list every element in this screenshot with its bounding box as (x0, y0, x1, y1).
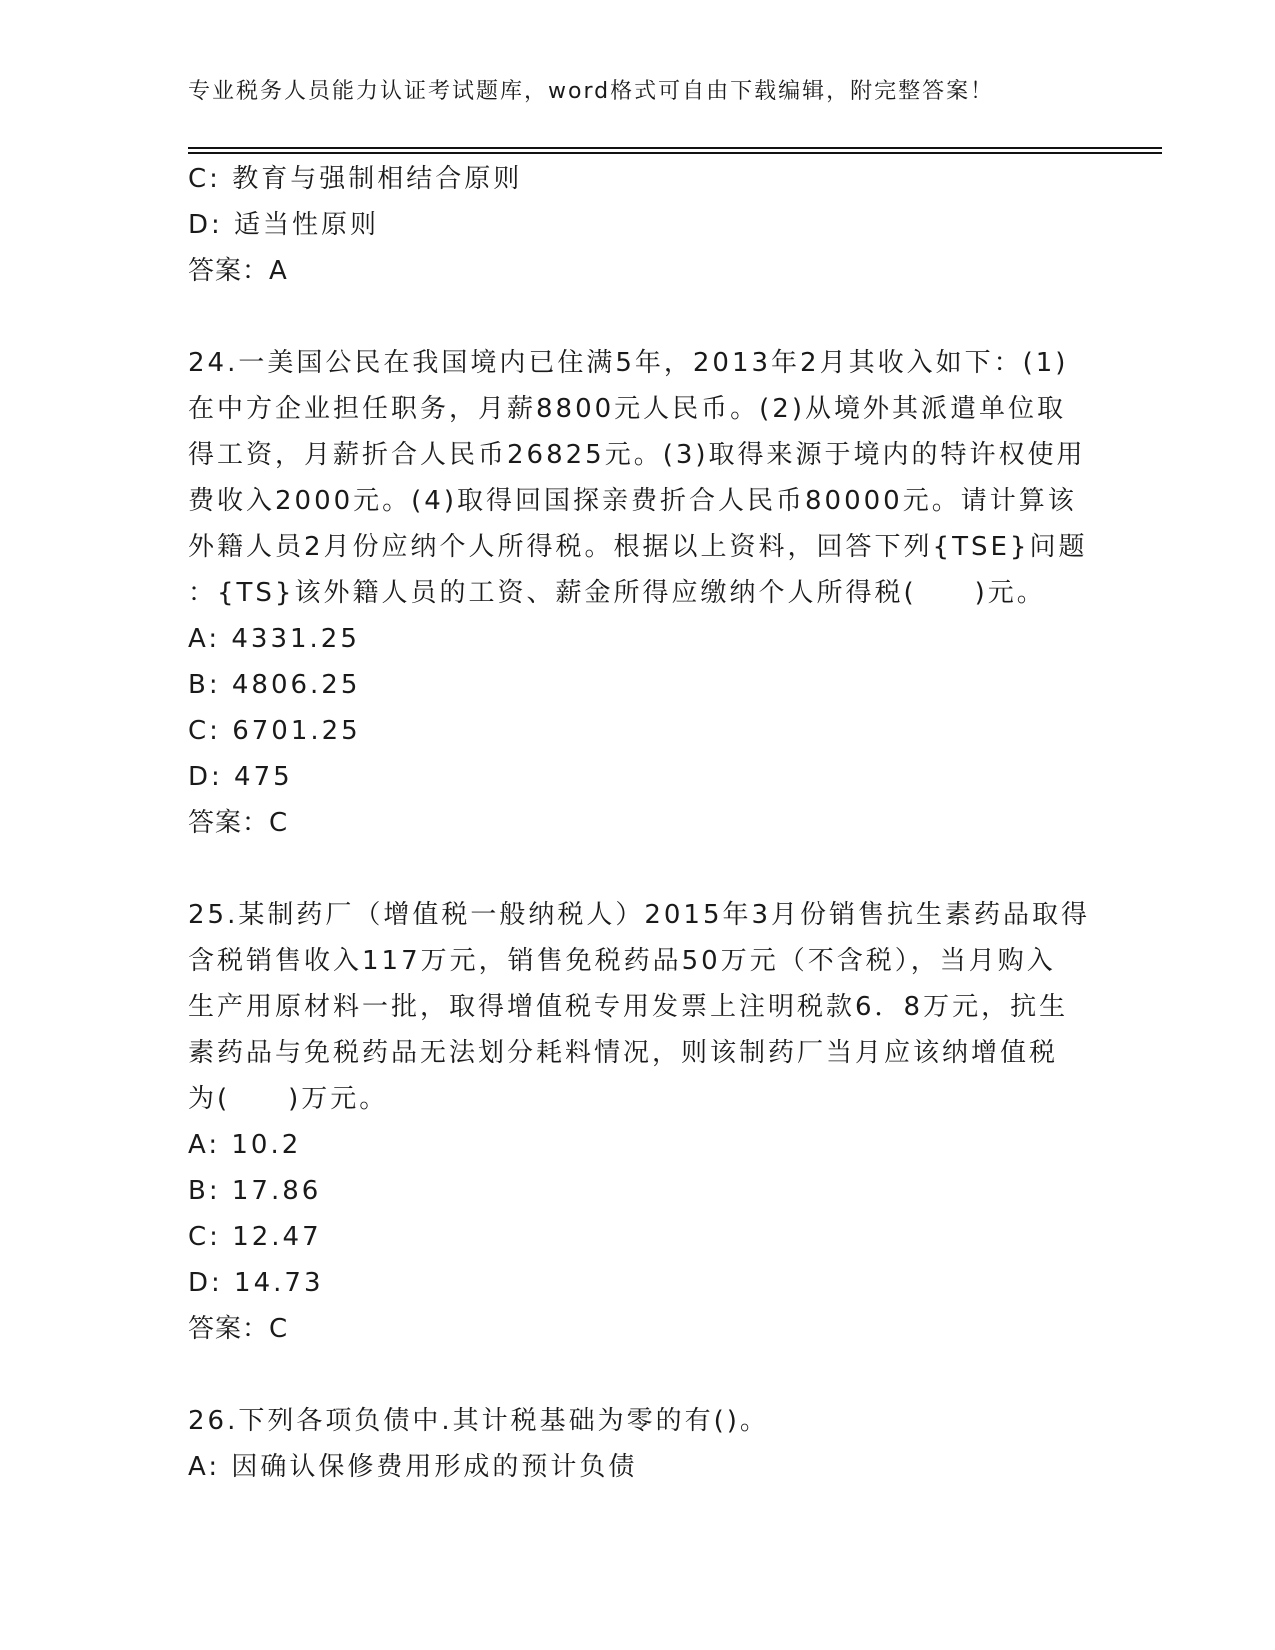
option-label: B: (188, 1176, 221, 1206)
stem-line: 在中方企业担任职务，月薪8800元人民币。(2)从境外其派遣单位取 (188, 394, 1066, 424)
option-line (188, 662, 1088, 708)
option-line (188, 202, 1088, 248)
spacer (188, 846, 1088, 892)
option-label: C: (188, 716, 221, 746)
option-label: A: (188, 624, 221, 654)
stem-line: 费收入2000元。(4)取得回国探亲费折合人民币80000元。请计算该 (188, 486, 1077, 516)
option-line (188, 1122, 1088, 1168)
option-line (188, 1444, 1088, 1490)
stem-line: 外籍人员2月份应纳个人所得税。根据以上资料，回答下列{TSE}问题 (188, 532, 1088, 562)
question-26-stem (188, 1398, 1078, 1444)
option-label: A: (188, 1130, 221, 1160)
spacer (188, 294, 1088, 340)
answer-line: 答案：C (188, 1314, 289, 1344)
stem-line: 含税销售收入117万元，销售免税药品50万元（不含税），当月购入 (188, 946, 1056, 976)
option-line (188, 156, 1088, 202)
stem-line: 生产用原材料一批，取得增值税专用发票上注明税款6．8万元，抗生 (188, 992, 1069, 1022)
option-text: 4331.25 (231, 624, 360, 654)
document-body (188, 156, 1091, 1490)
stem-line: 26.下列各项负债中.其计税基础为零的有()。 (188, 1406, 769, 1436)
option-line (188, 708, 1088, 754)
question-25-stem (188, 892, 1091, 1122)
stem-line: 24.一美国公民在我国境内已住满5年，2013年2月其收入如下：(1) (188, 348, 1069, 378)
option-label: D: (188, 210, 223, 240)
option-line (188, 1168, 1088, 1214)
option-label: D: (188, 1268, 223, 1298)
option-text: 因确认保修费用形成的预计负债 (231, 1452, 638, 1482)
option-label: A: (188, 1452, 221, 1482)
header-rule-bottom (188, 152, 1162, 154)
option-label: C: (188, 1222, 221, 1252)
option-text: 17.86 (231, 1176, 322, 1206)
stem-line: 25.某制药厂（增值税一般纳税人）2015年3月份销售抗生素药品取得 (188, 900, 1091, 930)
option-text: 10.2 (231, 1130, 302, 1160)
stem-line: ：{TS}该外籍人员的工资、薪金所得应缴纳个人所得税( )元。 (188, 578, 1046, 608)
option-label: B: (188, 670, 221, 700)
option-line (188, 1214, 1088, 1260)
option-text: 4806.25 (231, 670, 361, 700)
stem-line: 素药品与免税药品无法划分耗料情况，则该制药厂当月应该纳增值税 (188, 1038, 1059, 1068)
option-line (188, 616, 1088, 662)
option-text: 适当性原则 (234, 210, 380, 240)
option-text: 教育与强制相结合原则 (232, 164, 523, 194)
spacer (188, 1352, 1088, 1398)
answer-line: 答案：C (188, 808, 289, 838)
option-label: C: (188, 164, 221, 194)
option-line (188, 1260, 1088, 1306)
option-line (188, 754, 1088, 800)
stem-line: 为( )万元。 (188, 1084, 389, 1114)
question-24-stem (188, 340, 1088, 616)
stem-line: 得工资，月薪折合人民币26825元。(3)取得来源于境内的特许权使用 (188, 440, 1086, 470)
header-rule-top (188, 147, 1162, 149)
option-text: 475 (234, 762, 293, 792)
option-text: 14.73 (234, 1268, 324, 1298)
option-text: 12.47 (232, 1222, 322, 1252)
page-header: 专业税务人员能力认证考试题库，word格式可自由下载编辑，附完整答案！ (188, 79, 995, 104)
option-label: D: (188, 762, 223, 792)
answer-line: 答案：A (188, 256, 288, 286)
option-text: 6701.25 (232, 716, 361, 746)
